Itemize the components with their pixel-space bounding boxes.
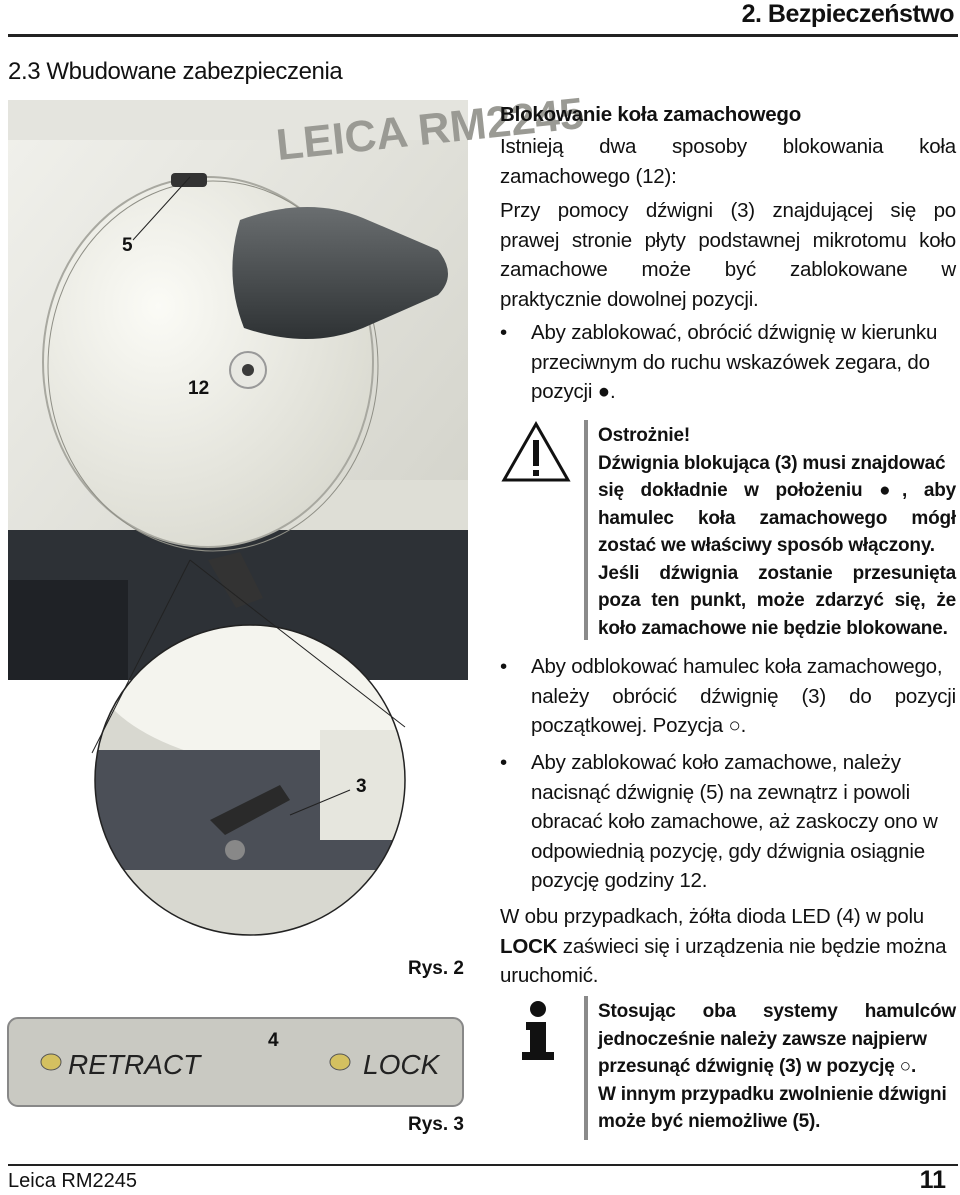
caption-rys-3: Rys. 3 — [408, 1114, 464, 1135]
led-lock-label: LOCK — [363, 1049, 440, 1080]
caption-rys-2: Rys. 2 — [408, 958, 464, 979]
figure-3-led-panel — [8, 1016, 468, 1108]
warning-text: Ostrożnie! Dźwignia blokująca (3) musi znajdować się dokładnie w położeniu ●, aby hamulec koła zamachowego mógł zostać we właściwy sposób włączony. Jeśli dźwignia zostanie przesunięta poza ten punkt, może zdarzyć się, że koło zamachowe nie będzie blokowane. — [598, 425, 956, 639]
bullet-3: • Aby zablokować koło zamachowe, należy nacisnąć dźwignię (5) na zewnątrz i powoli obracać koło zamachowe, aż zaskoczy ono w odpowiednią pozycję, gdy dźwignia osiągnie pozycję godziny 12. — [500, 748, 956, 896]
subtitle: Blokowanie koła zamachowego — [500, 103, 802, 126]
bullet-dot: • — [500, 751, 507, 774]
bullet-dot: • — [500, 321, 507, 344]
warning-icon — [500, 420, 572, 484]
info-rule — [584, 996, 588, 1140]
leica-logo-text: LEICA RM2245 — [273, 88, 587, 170]
page-number: 11 — [919, 1166, 946, 1194]
footer-model: Leica RM2245 — [8, 1170, 137, 1192]
bullet-2: • Aby odblokować hamulec koła zamachowego, należy obrócić dźwignię (3) do pozycji początkowej. Pozycja ○. — [500, 652, 956, 741]
section-title: 2.3 Wbudowane zabezpieczenia — [8, 58, 343, 85]
callout-4: 4 — [268, 1030, 279, 1051]
callout-5: 5 — [122, 235, 133, 256]
paragraph-1: Istnieją dwa sposoby blokowania koła zamachowego (12): — [500, 135, 956, 188]
lock-keyword: LOCK — [500, 934, 558, 958]
paragraph-2: Przy pomocy dźwigni (3) znajdującej się po prawej stronie płyty podstawnej mikrotomu koło zamachowe może być zablokowane w praktycznie dowolnej pozycji. — [500, 199, 956, 311]
footer-rule — [8, 1164, 958, 1166]
chapter-heading: 2. Bezpieczeństwo — [741, 0, 954, 28]
paragraph-3: W obu przypadkach, żółta dioda LED (4) w polu LOCK zaświeci się i urządzenia nie będzie można uruchomić. — [500, 905, 947, 987]
bullet-1: • Aby zablokować, obrócić dźwignię w kierunku przeciwnym do ruchu wskazówek zegara, do pozycji ●. — [500, 318, 956, 407]
callout-12: 12 — [188, 378, 210, 399]
info-text: Stosując oba systemy hamulców jednocześnie należy zawsze najpierw przesunąć dźwignię (3) w pozycję ○. W innym przypadku zwolnienie dźwigni może być niemożliwe (5). — [598, 1001, 956, 1132]
callout-3: 3 — [356, 776, 367, 797]
info-icon — [508, 1000, 568, 1062]
bullet-dot: • — [500, 655, 507, 678]
led-retract-label: RETRACT — [68, 1049, 201, 1080]
